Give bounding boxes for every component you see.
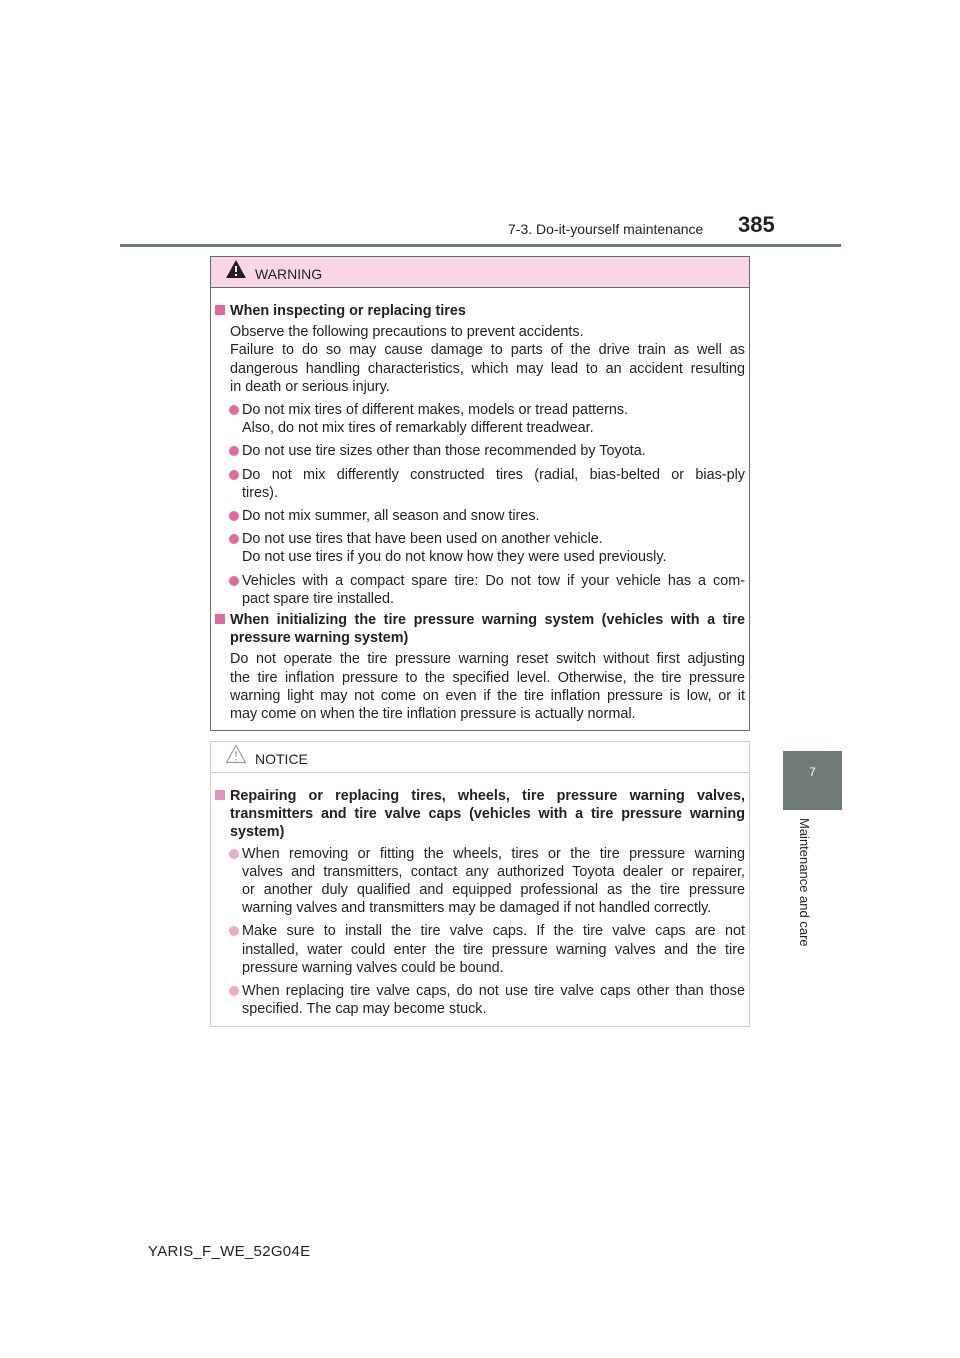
heading-line: system) bbox=[230, 824, 285, 841]
round-bullet-icon bbox=[229, 534, 239, 544]
list-item bbox=[215, 982, 745, 1018]
paragraph-line: may come on when the tire inflation pressure is actually normal. bbox=[230, 706, 636, 723]
heading-line: pressure warning system) bbox=[230, 630, 409, 647]
round-bullet-icon bbox=[229, 849, 239, 859]
list-item bbox=[215, 466, 745, 502]
notice-section-1 bbox=[215, 787, 745, 1018]
bullet-line: specified. The cap may become stuck. bbox=[242, 1001, 487, 1018]
warning-triangle-icon bbox=[225, 259, 247, 279]
bullet-line: Vehicles with a compact spare tire: Do not tow if your vehicle has a com- bbox=[242, 572, 745, 589]
header-rule bbox=[120, 244, 841, 247]
bullet-line: When replacing tire valve caps, do not use tire valve caps other than those bbox=[242, 983, 745, 1000]
bullet-line: Also, do not mix tires of remarkably different treadwear. bbox=[242, 420, 594, 437]
notice-box bbox=[210, 741, 750, 1027]
bullet-line: Do not mix differently constructed tires (radial, bias-belted or bias-ply bbox=[242, 466, 745, 483]
bullet-line: installed, water could enter the tire pressure warning valves and the tire bbox=[242, 941, 745, 958]
square-bullet-icon bbox=[215, 790, 225, 800]
notice-triangle-icon bbox=[225, 744, 247, 764]
section-heading bbox=[215, 302, 745, 320]
chapter-number: 7 bbox=[809, 765, 816, 779]
section-heading bbox=[215, 787, 745, 842]
bullet-line: pact spare tire installed. bbox=[242, 590, 394, 607]
warning-header bbox=[211, 257, 749, 288]
bullet-line: Do not use tires that have been used on another vehicle. bbox=[242, 531, 603, 548]
round-bullet-icon bbox=[229, 926, 239, 936]
chapter-label: Maintenance and care bbox=[797, 818, 812, 947]
notice-title: NOTICE bbox=[255, 751, 308, 767]
bullet-line: Do not mix tires of different makes, models or tread patterns. bbox=[242, 402, 629, 419]
section-heading bbox=[215, 611, 745, 647]
bullet-line: valves and transmitters, contact any authorized Toyota dealer or repairer, bbox=[242, 863, 745, 880]
round-bullet-icon bbox=[229, 576, 239, 586]
heading-line: When inspecting or replacing tires bbox=[230, 303, 466, 319]
round-bullet-icon bbox=[229, 986, 239, 996]
round-bullet-icon bbox=[229, 446, 239, 456]
list-item bbox=[215, 530, 745, 566]
paragraph-line: Failure to do so may cause damage to parts of the drive train as well as bbox=[230, 342, 745, 359]
header-section-title: 7-3. Do-it-yourself maintenance bbox=[508, 221, 704, 237]
list-item bbox=[215, 845, 745, 918]
heading-line: transmitters and tire valve caps (vehicles with a tire pressure warning bbox=[230, 806, 745, 823]
paragraph-line: warning light may not come on even if the tire inflation pressure is low, or it bbox=[230, 687, 745, 704]
list-item bbox=[215, 922, 745, 977]
bullet-line: Do not mix summer, all season and snow tires. bbox=[242, 508, 540, 525]
paragraph-line: Do not operate the tire pressure warning reset switch without first adjusting bbox=[230, 651, 745, 668]
warning-section-1 bbox=[215, 302, 745, 723]
bullet-line: pressure warning valves could be bound. bbox=[242, 959, 504, 976]
round-bullet-icon bbox=[229, 511, 239, 521]
paragraph-line: Observe the following precautions to prevent accidents. bbox=[230, 324, 584, 341]
list-item bbox=[215, 442, 745, 460]
warning-title: WARNING bbox=[255, 266, 323, 282]
list-item bbox=[215, 401, 745, 437]
warning-box bbox=[210, 256, 750, 731]
section-paragraph bbox=[215, 650, 745, 723]
bullet-line: Do not use tires if you do not know how they were used previously. bbox=[242, 549, 667, 566]
heading-line: Repairing or replacing tires, wheels, tire pressure warning valves, bbox=[230, 788, 745, 804]
bullet-line: Make sure to install the tire valve caps. If the tire valve caps are not bbox=[242, 923, 745, 940]
list-item bbox=[215, 507, 745, 525]
paragraph-line: the tire inflation pressure to the specified level. Otherwise, the tire pressure bbox=[230, 669, 745, 686]
list-item bbox=[215, 572, 745, 608]
page-number: 385 bbox=[738, 212, 775, 237]
round-bullet-icon bbox=[229, 405, 239, 415]
footer-code: YARIS_F_WE_52G04E bbox=[148, 1243, 311, 1260]
bullet-line: Do not use tire sizes other than those recommended by Toyota. bbox=[242, 443, 646, 460]
paragraph-line: dangerous handling characteristics, which may lead to an accident resulting bbox=[230, 360, 745, 377]
round-bullet-icon bbox=[229, 470, 239, 480]
bullet-line: tires). bbox=[242, 484, 278, 501]
heading-line: When initializing the tire pressure warning system (vehicles with a tire bbox=[230, 612, 745, 629]
section-paragraph bbox=[215, 323, 745, 396]
bullet-line: warning valves and transmitters may be damaged if not handled correctly. bbox=[242, 900, 712, 917]
bullet-line: or another duly qualified and equipped professional as the tire pressure bbox=[242, 882, 745, 899]
chapter-tab bbox=[783, 751, 842, 810]
square-bullet-icon bbox=[215, 305, 225, 315]
square-bullet-icon bbox=[215, 614, 225, 624]
paragraph-line: in death or serious injury. bbox=[230, 378, 390, 395]
bullet-line: When removing or fitting the wheels, tires or the tire pressure warning bbox=[242, 845, 745, 862]
notice-header bbox=[211, 742, 749, 773]
